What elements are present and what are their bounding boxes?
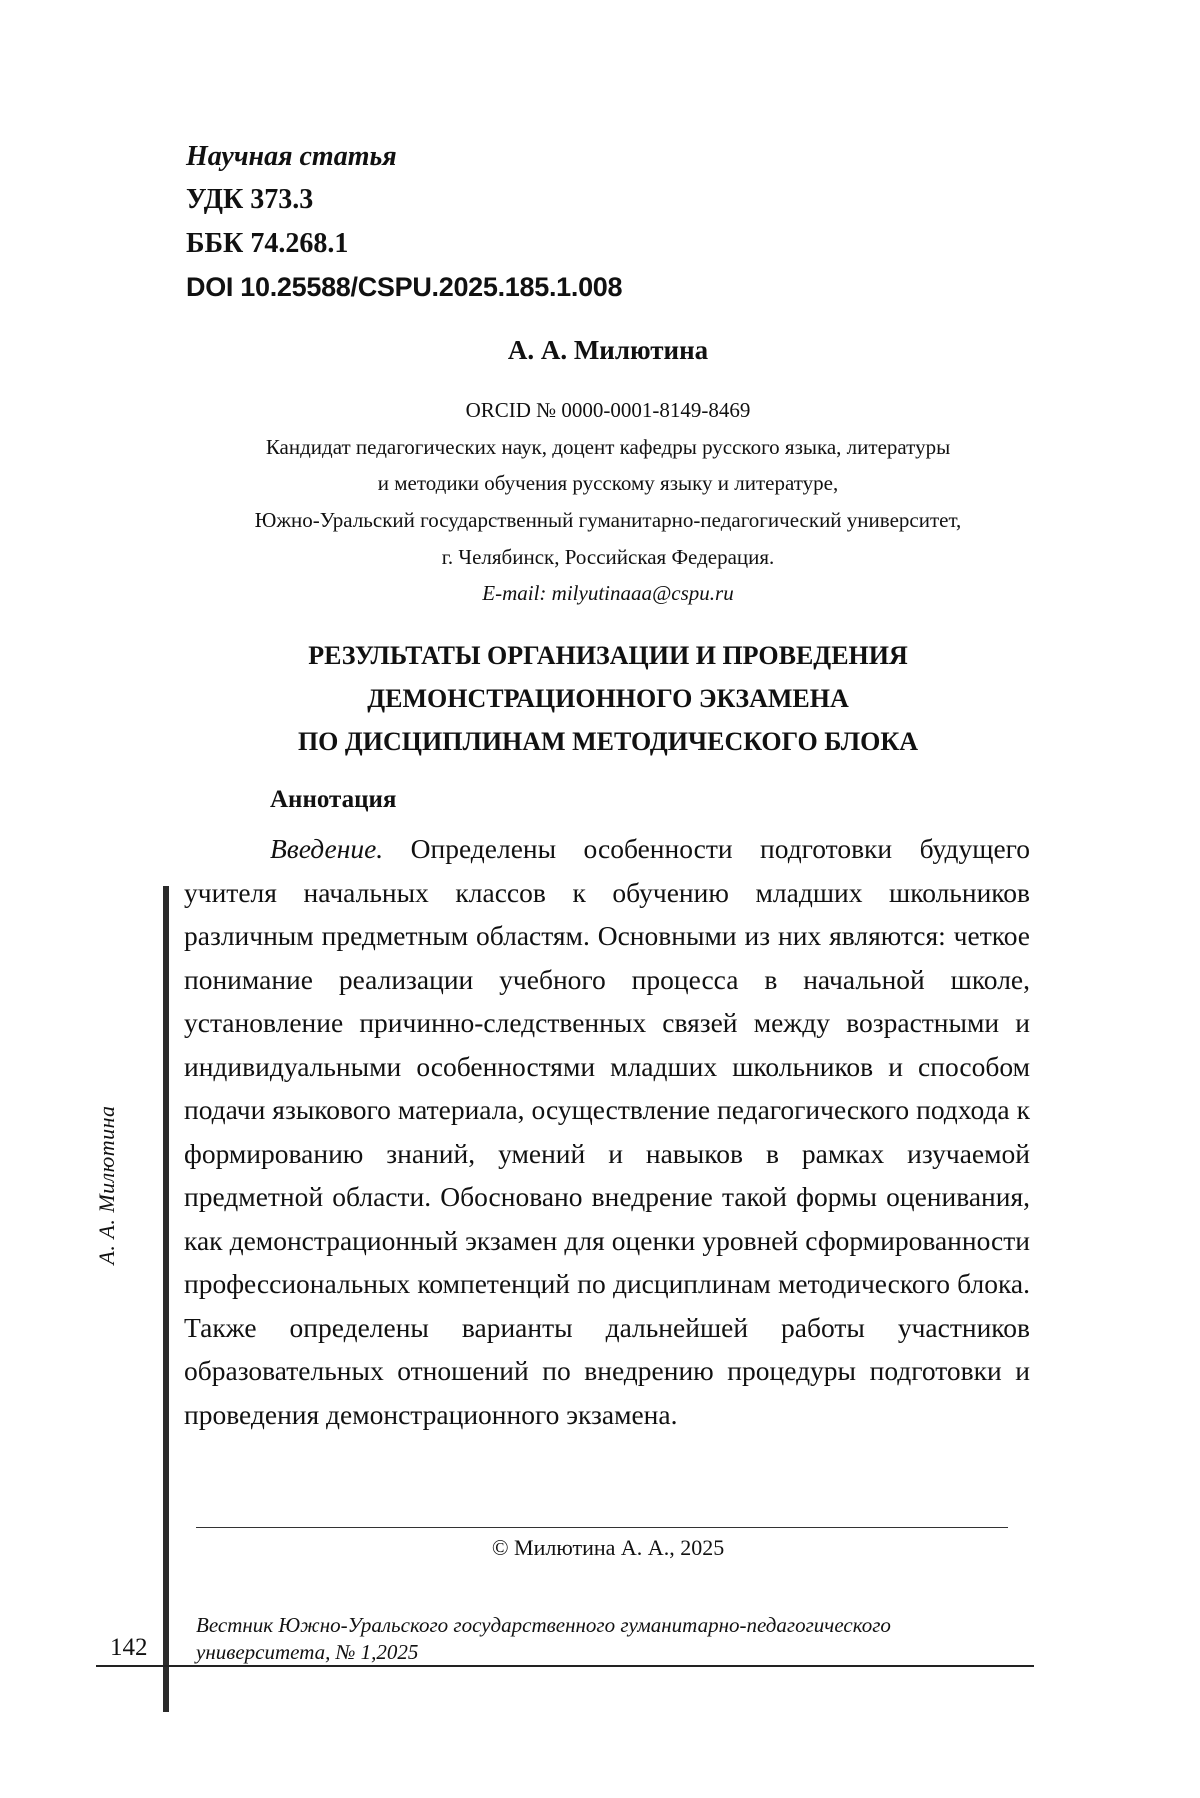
author-email[interactable]: E-mail: milyutinaaa@cspu.ru <box>186 580 1030 606</box>
footer-rule <box>96 1665 1034 1667</box>
affiliation-line: Кандидат педагогических наук, доцент кафедры русского языка, литературы <box>186 434 1030 460</box>
article-title-line: РЕЗУЛЬТАТЫ ОРГАНИЗАЦИИ И ПРОВЕДЕНИЯ <box>186 640 1030 672</box>
article-title-line: ПО ДИСЦИПЛИНАМ МЕТОДИЧЕСКОГО БЛОКА <box>186 726 1030 758</box>
doi[interactable]: DOI 10.25588/CSPU.2025.185.1.008 <box>186 270 622 304</box>
footnote-divider <box>196 1527 1008 1528</box>
udk-code: УДК 373.3 <box>186 183 313 217</box>
journal-footer <box>196 1612 1026 1666</box>
author-name: А. А. Милютина <box>186 335 1030 366</box>
abstract-body-text: Определены особенности подготовки будущего учителя начальных классов к обучению младших школьников различным предметным областям. Основными из них являются: четкое понимание реализации учебного процесса в начальной школе, установление причинно-следственных связей между воз­растными и индивидуальными особенностями младших школь­ников и способом подачи языкового материала, осуществление педагогического подхода к формированию знаний, умений и навыков в рамках изучаемой предметной области. Обосновано внедрение такой формы оценивания, как демонстрационный эк­замен для оценки уровней сформированности профессиональных компетенций по дисциплинам методического блока. Также опре­делены варианты дальнейшей работы участников образователь­ных отношений по внедрению процедуры подготовки и проведе­ния демонстрационного экзамена. <box>184 833 1030 1430</box>
orcid: ORCID № 0000-0001-8149-8469 <box>186 397 1030 423</box>
copyright: © Милютина А. А., 2025 <box>186 1535 1030 1561</box>
affiliation-line: Южно-Уральский государственный гуманитарно-педагогический университет, <box>186 507 1030 533</box>
margin-rule <box>163 886 169 1712</box>
article-type: Научная статья <box>186 140 397 174</box>
abstract-text <box>184 827 1030 1436</box>
journal-name-line: Вестник Южно-Уральского государственного гуманитарно-педагогического <box>196 1612 1026 1639</box>
affiliation-line: г. Челябинск, Российская Федерация. <box>186 544 1030 570</box>
journal-issue-line: университета, № 1,2025 <box>196 1639 1026 1666</box>
running-head-author: А. А. Милютина <box>94 1070 124 1300</box>
affiliation-line: и методики обучения русскому языку и литературе, <box>186 470 1030 496</box>
abstract-lead: Введение. <box>270 833 383 864</box>
bbk-code: ББК 74.268.1 <box>186 227 348 261</box>
article-title-line: ДЕМОНСТРАЦИОННОГО ЭКЗАМЕНА <box>186 683 1030 715</box>
abstract-heading: Аннотация <box>270 786 396 814</box>
page-number: 142 <box>110 1634 148 1662</box>
